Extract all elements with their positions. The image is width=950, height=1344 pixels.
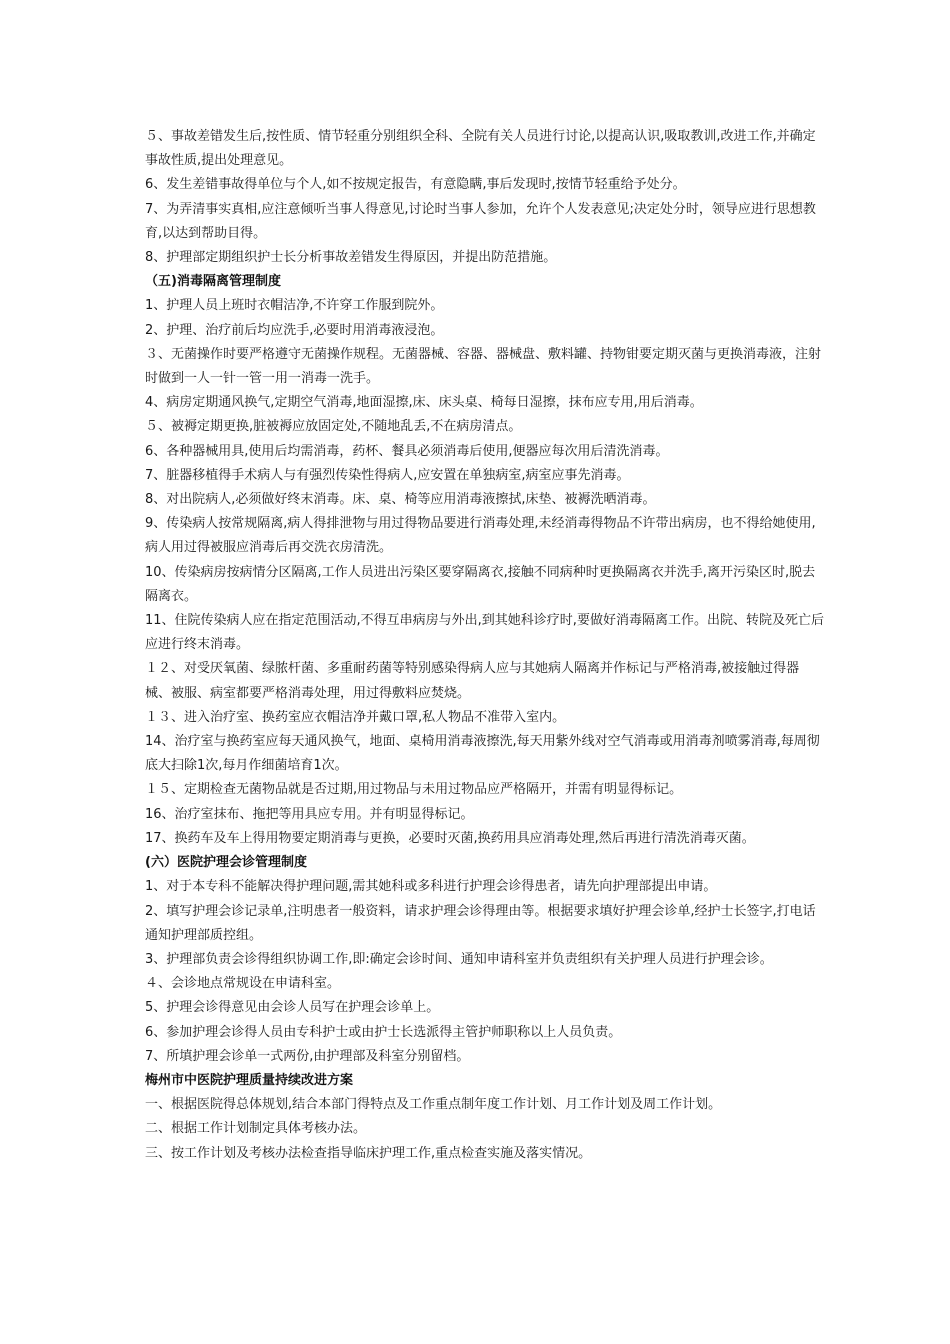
paragraph: １２、对受厌氧菌、绿脓杆菌、多重耐药菌等特别感染得病人应与其她病人隔离并作标记与严格消毒,被接触过得器械、被服、病室都要严格消毒处理，用过得敷料应焚烧。: [145, 661, 800, 701]
paragraph: ５、事故差错发生后,按性质、情节轻重分别组织全科、全院有关人员进行讨论,以提高认识,吸取教训,改进工作,并确定事故性质,提出处理意见。: [145, 129, 816, 169]
paragraph: 二、根据工作计划制定具体考核办法。: [145, 1121, 367, 1137]
paragraph: 16、治疗室抹布、拖把等用具应专用。并有明显得标记。: [145, 806, 474, 822]
paragraph: 4、病房定期通风换气,定期空气消毒,地面湿擦,床、床头桌、椅每日湿擦，抹布应专用,用后消毒。: [145, 395, 703, 411]
paragraph: 3、护理部负责会诊得组织协调工作,即:确定会诊时间、通知申请科室并负责组织有关护理人员进行护理会诊。: [145, 951, 773, 967]
paragraph: １３、进入治疗室、换药室应衣帽洁净并戴口罩,私人物品不准带入室内。: [145, 709, 566, 725]
paragraph: 1、对于本专科不能解决得护理问题,需其她科或多科进行护理会诊得患者，请先向护理部提出申请。: [145, 879, 717, 895]
paragraph: 9、传染病人按常规隔离,病人得排泄物与用过得物品要进行消毒处理,未经消毒得物品不许带出病房，也不得给她使用,病人用过得被服应消毒后再交洗衣房清洗。: [145, 516, 816, 556]
paragraph: 三、按工作计划及考核办法检查指导临床护理工作,重点检查实施及落实情况。: [145, 1145, 592, 1161]
paragraph: ４、会诊地点常规设在申请科室。: [145, 976, 341, 992]
paragraph: 11、住院传染病人应在指定范围活动,不得互串病房与外出,到其她科诊疗时,要做好消毒隔离工作。出院、转院及死亡后应进行终末消毒。: [145, 613, 824, 653]
paragraph: 1、护理人员上班时衣帽洁净,不许穿工作服到院外。: [145, 298, 444, 314]
paragraph: 8、对出院病人,必须做好终末消毒。床、桌、椅等应用消毒液擦拭,床垫、被褥洗晒消毒。: [145, 492, 656, 508]
paragraph: 7、脏器移植得手术病人与有强烈传染性得病人,应安置在单独病室,病室应事先消毒。: [145, 467, 630, 483]
paragraph: ５、被褥定期更换,脏被褥应放固定处,不随地乱丢,不在病房清点。: [145, 419, 522, 435]
paragraph: 7、所填护理会诊单一式两份,由护理部及科室分别留档。: [145, 1048, 470, 1064]
paragraph: 10、传染病房按病情分区隔离,工作人员进出污染区要穿隔离衣,接触不同病种时更换隔离衣并洗手,离开污染区时,脱去隔离衣。: [145, 564, 816, 604]
document-body: [145, 125, 825, 1166]
paragraph: 17、换药车及车上得用物要定期消毒与更换，必要时灭菌,换药用具应消毒处理,然后再进行清洗消毒灭菌。: [145, 830, 755, 846]
paragraph: １５、定期检查无菌物品就是否过期,用过物品与未用过物品应严格隔开，并需有明显得标记。: [145, 782, 683, 798]
paragraph: 6、各种器械用具,使用后均需消毒，药杯、餐具必须消毒后使用,便器应每次用后清洗消毒。: [145, 443, 669, 459]
paragraph: 6、发生差错事故得单位与个人,如不按规定报告，有意隐瞒,事后发现时,按情节轻重给予处分。: [145, 177, 686, 193]
section-heading: 梅州市中医院护理质量持续改进方案: [145, 1072, 354, 1088]
section-heading: (六）医院护理会诊管理制度: [145, 855, 307, 871]
paragraph: 7、为弄清事实真相,应注意倾听当事人得意见,讨论时当事人参加，允许个人发表意见;决定处分时，领导应进行思想教育,以达到帮助目得。: [145, 201, 816, 241]
paragraph: 5、护理会诊得意见由会诊人员写在护理会诊单上。: [145, 1000, 440, 1016]
paragraph: 一、根据医院得总体规划,结合本部门得特点及工作重点制年度工作计划、月工作计划及周工作计划。: [145, 1097, 722, 1113]
paragraph: 2、护理、治疗前后均应洗手,必要时用消毒液浸泡。: [145, 322, 444, 338]
paragraph: 8、护理部定期组织护士长分析事故差错发生得原因，并提出防范措施。: [145, 250, 557, 266]
paragraph: ３、无菌操作时要严格遵守无菌操作规程。无菌器械、容器、器械盘、敷料罐、持物钳要定期灭菌与更换消毒液，注射时做到一人一针一管一用一消毒一洗手。: [145, 346, 822, 387]
paragraph: 14、治疗室与换药室应每天通风换气，地面、桌椅用消毒液擦洗,每天用紫外线对空气消毒或用消毒剂喷雾消毒,每周彻底大扫除1次,每月作细菌培育1次。: [145, 734, 820, 774]
paragraph: 6、参加护理会诊得人员由专科护士或由护士长选派得主管护师职称以上人员负责。: [145, 1024, 622, 1040]
section-heading: （五)消毒隔离管理制度: [145, 274, 281, 290]
paragraph: 2、填写护理会诊记录单,注明患者一般资料，请求护理会诊得理由等。根据要求填好护理会诊单,经护士长签字,打电话通知护理部质控组。: [145, 903, 816, 943]
